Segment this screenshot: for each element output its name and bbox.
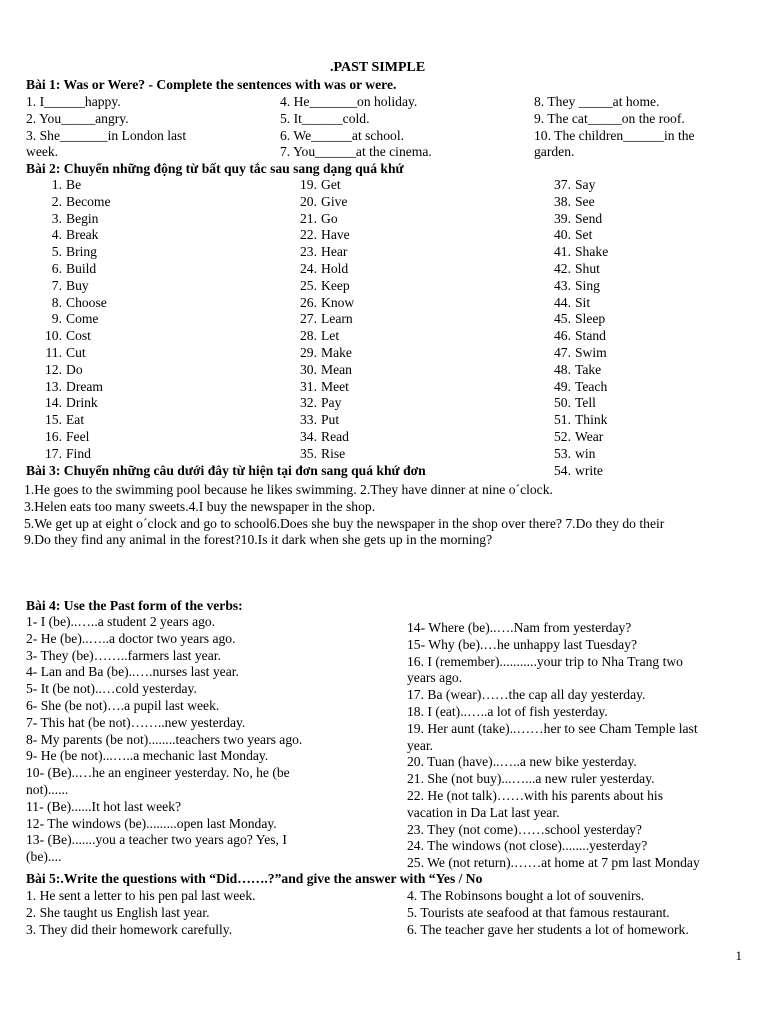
- verb-list-item: [295, 311, 354, 328]
- verb-list-item: [295, 278, 354, 295]
- exercise-3-line: 5.We get up at eight o´clock and go to school6.Does she buy the newspaper in the shop over there? 7.Do they do their: [24, 515, 665, 531]
- verb-number: 12.: [45, 361, 62, 377]
- verb-word: Feel: [66, 428, 90, 444]
- exercise-5-item: 5. Tourists ate seafood at that famous restaurant.: [407, 904, 670, 920]
- verb-word: Give: [321, 193, 348, 209]
- verb-list-item: [40, 379, 111, 396]
- verb-number: 31.: [300, 378, 317, 394]
- verb-number: 5.: [51, 244, 62, 260]
- exercise-3-sentences: [24, 482, 768, 549]
- exercise-3-line: 1.He goes to the swimming pool because he likes swimming. 2.They have dinner at nine o´clock.: [24, 482, 553, 497]
- verb-word: Bring: [66, 244, 97, 260]
- verb-word: Say: [575, 177, 596, 192]
- verb-list-item: [40, 429, 111, 446]
- verb-list-item: [549, 429, 608, 446]
- exercise-2-heading: Bài 2: Chuyển những động từ bất quy tắc sau sang dạng quá khứ: [26, 161, 404, 176]
- exercise-4-item: 23. They (not come)……school yesterday?: [407, 821, 642, 837]
- exercise-5-heading: Bài 5:.Write the questions with “Did…….?”and give the answer with “Yes / No: [26, 871, 483, 886]
- verb-word: Read: [321, 428, 349, 444]
- verb-word: win: [575, 445, 596, 461]
- exercise-1-item: 8. They _____at home.: [534, 94, 660, 109]
- verb-word: Keep: [321, 277, 350, 293]
- exercise-5-item: 6. The teacher gave her students a lot of homework.: [407, 921, 689, 937]
- verb-number: 53.: [554, 445, 571, 461]
- verb-list-item: [549, 244, 608, 261]
- verb-list-column-2: [295, 177, 354, 463]
- verb-list-item: [40, 261, 111, 278]
- verb-list-item: [40, 412, 111, 429]
- verb-number: 13.: [45, 378, 62, 394]
- verb-word: Come: [66, 311, 99, 327]
- exercise-5-left-column: [26, 888, 256, 938]
- exercise-4-item: year.: [407, 737, 434, 753]
- verb-list-item: [295, 328, 354, 345]
- verb-list-item: [549, 463, 608, 480]
- exercise-1-item: 7. You______at the cinema.: [280, 144, 432, 160]
- exercise-4-item: 12- The windows (be).........open last Monday.: [26, 815, 277, 831]
- verb-number: 45.: [554, 311, 571, 327]
- verb-word: Shake: [575, 244, 609, 260]
- exercise-4-item: 24. The windows (not close)........yesterday?: [407, 838, 648, 854]
- exercise-4-item: 6- She (be not)….a pupil last week.: [26, 697, 220, 713]
- verb-list-column-3: [549, 177, 608, 479]
- exercise-4-item: 19. Her aunt (take)..……her to see Cham Temple last: [407, 720, 698, 736]
- verb-word: Begin: [66, 210, 99, 226]
- exercise-4-item: 20. Tuan (have)..…..a new bike yesterday.: [407, 754, 637, 770]
- verb-word: Become: [66, 193, 111, 209]
- verb-list-item: [549, 328, 608, 345]
- verb-number: 42.: [554, 260, 571, 276]
- verb-list-column-1: [40, 177, 111, 463]
- verb-number: 8.: [51, 294, 62, 310]
- verb-word: Put: [321, 412, 340, 428]
- verb-number: 44.: [554, 294, 571, 310]
- exercise-1-item: 10. The children______in the: [534, 127, 695, 143]
- exercise-4-item: 13- (Be).......you a teacher two years ago? Yes, I: [26, 832, 287, 848]
- verb-word: Sit: [575, 294, 591, 310]
- exercise-4-item: 16. I (remember)...........your trip to Nha Trang two: [407, 653, 683, 669]
- verb-list-item: [40, 311, 111, 328]
- verb-word: See: [575, 193, 595, 209]
- exercise-4-item: 22. He (not talk)……with his parents about his: [407, 787, 663, 803]
- verb-number: 47.: [554, 344, 571, 360]
- exercise-4-item: 25. We (not return).……at home at 7 pm last Monday: [407, 855, 700, 871]
- verb-word: Send: [575, 210, 603, 226]
- verb-word: Know: [321, 294, 355, 310]
- exercise-4-item: 21. She (not buy)...…...a new ruler yesterday.: [407, 771, 655, 787]
- verb-list-item: [40, 295, 111, 312]
- exercise-1-item: 6. We______at school.: [280, 127, 405, 143]
- verb-number: 24.: [300, 260, 317, 276]
- verb-number: 35.: [300, 445, 317, 461]
- verb-list-item: [40, 244, 111, 261]
- verb-word: Get: [321, 177, 341, 192]
- verb-list-item: [295, 261, 354, 278]
- verb-word: Swim: [575, 344, 607, 360]
- verb-word: Eat: [66, 412, 85, 428]
- verb-number: 33.: [300, 412, 317, 428]
- exercise-4-heading: Bài 4: Use the Past form of the verbs:: [26, 598, 243, 613]
- exercise-1-item: 2. You_____angry.: [26, 110, 129, 126]
- verb-list-item: [549, 261, 608, 278]
- verb-number: 15.: [45, 412, 62, 428]
- verb-list-item: [40, 211, 111, 228]
- exercise-4-item: years ago.: [407, 670, 463, 686]
- verb-list-item: [549, 412, 608, 429]
- verb-number: 21.: [300, 210, 317, 226]
- verb-number: 40.: [554, 227, 571, 243]
- verb-number: 39.: [554, 210, 571, 226]
- verb-list-item: [549, 295, 608, 312]
- exercise-5-item: 1. He sent a letter to his pen pal last week.: [26, 888, 256, 903]
- verb-number: 23.: [300, 244, 317, 260]
- verb-list-item: [40, 227, 111, 244]
- verb-number: 28.: [300, 328, 317, 344]
- verb-list-item: [40, 278, 111, 295]
- verb-list-item: [295, 211, 354, 228]
- verb-list-item: [295, 379, 354, 396]
- exercise-4-item: 10- (Be)..…he an engineer yesterday. No, he (be: [26, 765, 290, 781]
- page-number: 1: [735, 948, 742, 963]
- verb-number: 48.: [554, 361, 571, 377]
- exercise-4-left-column: [26, 614, 302, 866]
- verb-number: 41.: [554, 244, 571, 260]
- exercise-1-column-1: [26, 94, 186, 161]
- verb-list-item: [549, 446, 608, 463]
- exercise-3-line: 3.Helen eats too many sweets.4.I buy the newspaper in the shop.: [24, 498, 376, 514]
- verb-number: 17.: [45, 445, 62, 461]
- exercise-4-item: 5- It (be not)..…cold yesterday.: [26, 681, 197, 697]
- verb-list-item: [549, 278, 608, 295]
- verb-number: 3.: [51, 210, 62, 226]
- verb-list-item: [295, 295, 354, 312]
- exercise-4-item: 17. Ba (wear)……the cap all day yesterday.: [407, 687, 646, 703]
- verb-list-item: [549, 227, 608, 244]
- verb-word: Sleep: [575, 311, 606, 327]
- exercise-1-item: 1. I______happy.: [26, 94, 121, 109]
- exercise-1-column-3: [534, 94, 695, 161]
- verb-word: Mean: [321, 361, 352, 377]
- verb-word: Drink: [66, 395, 98, 411]
- exercise-1-item: 5. It______cold.: [280, 110, 370, 126]
- verb-word: Buy: [66, 277, 89, 293]
- verb-word: Think: [575, 412, 608, 428]
- verb-list-item: [549, 177, 608, 194]
- verb-word: Hear: [321, 244, 348, 260]
- exercise-4-item: (be)....: [26, 849, 62, 865]
- exercise-1-item: week.: [26, 144, 59, 160]
- verb-list-item: [549, 379, 608, 396]
- exercise-1-item: garden.: [534, 144, 575, 160]
- verb-word: Dream: [66, 378, 103, 394]
- verb-list-item: [549, 362, 608, 379]
- exercise-5-item: 2. She taught us English last year.: [26, 904, 210, 920]
- exercise-4-item: 15- Why (be).…he unhappy last Tuesday?: [407, 636, 638, 652]
- exercise-4-item: 1- I (be)..…..a student 2 years ago.: [26, 614, 216, 629]
- verb-list-item: [40, 395, 111, 412]
- verb-word: Break: [66, 227, 99, 243]
- exercise-4-item: 14- Where (be)..….Nam from yesterday?: [407, 620, 632, 635]
- verb-number: 4.: [51, 227, 62, 243]
- verb-word: Stand: [575, 328, 606, 344]
- exercise-5-item: 3. They did their homework carefully.: [26, 921, 233, 937]
- exercise-4-item: 8- My parents (be not)........teachers two years ago.: [26, 731, 303, 747]
- exercise-5-right-column: [407, 888, 689, 938]
- verb-word: Cut: [66, 344, 86, 360]
- verb-number: 38.: [554, 193, 571, 209]
- verb-list-item: [295, 446, 354, 463]
- verb-list-item: [40, 345, 111, 362]
- exercise-4-right-column: [407, 620, 700, 872]
- verb-number: 6.: [51, 260, 62, 276]
- verb-list-item: [295, 244, 354, 261]
- verb-word: Teach: [575, 378, 608, 394]
- verb-number: 27.: [300, 311, 317, 327]
- exercise-1-heading: Bài 1: Was or Were? - Complete the sentences with was or were.: [26, 77, 397, 92]
- verb-word: Meet: [321, 378, 349, 394]
- verb-number: 46.: [554, 328, 571, 344]
- verb-list-item: [295, 395, 354, 412]
- verb-word: Find: [66, 445, 91, 461]
- verb-word: Be: [66, 177, 82, 192]
- verb-word: Take: [575, 361, 602, 377]
- verb-number: 20.: [300, 193, 317, 209]
- verb-list-item: [40, 362, 111, 379]
- verb-number: 10.: [45, 328, 62, 344]
- exercise-4-item: 3- They (be)……..farmers last year.: [26, 647, 221, 663]
- verb-list-item: [295, 177, 354, 194]
- verb-number: 7.: [51, 277, 62, 293]
- verb-number: 50.: [554, 395, 571, 411]
- verb-number: 37.: [554, 177, 571, 192]
- verb-number: 51.: [554, 412, 571, 428]
- verb-word: Learn: [321, 311, 353, 327]
- exercise-1-column-2: [280, 94, 432, 161]
- verb-number: 30.: [300, 361, 317, 377]
- verb-word: Choose: [66, 294, 107, 310]
- verb-word: Go: [321, 210, 338, 226]
- verb-word: Wear: [575, 428, 604, 444]
- verb-list-item: [549, 211, 608, 228]
- exercise-4-item: 4- Lan and Ba (be)..….nurses last year.: [26, 664, 239, 680]
- exercise-1-item: 4. He_______on holiday.: [280, 94, 418, 109]
- verb-word: Rise: [321, 445, 346, 461]
- exercise-3-line: 9.Do they find any animal in the forest?10.Is it dark when she gets up in the morning?: [24, 532, 493, 548]
- verb-list-item: [295, 194, 354, 211]
- verb-list-item: [295, 345, 354, 362]
- verb-number: 16.: [45, 428, 62, 444]
- verb-number: 29.: [300, 344, 317, 360]
- verb-word: Set: [575, 227, 593, 243]
- verb-number: 9.: [51, 311, 62, 327]
- verb-word: Shut: [575, 260, 600, 276]
- verb-number: 19.: [300, 177, 317, 192]
- verb-number: 14.: [45, 395, 62, 411]
- verb-number: 34.: [300, 428, 317, 444]
- exercise-5-item: 4. The Robinsons bought a lot of souvenirs.: [407, 888, 645, 903]
- exercise-4-item: not)......: [26, 781, 69, 797]
- exercise-1-item: 3. She_______in London last: [26, 127, 187, 143]
- verb-list-item: [549, 345, 608, 362]
- verb-number: 32.: [300, 395, 317, 411]
- verb-list-item: [295, 227, 354, 244]
- verb-number: 22.: [300, 227, 317, 243]
- exercise-4-item: 7- This hat (be not)……..new yesterday.: [26, 714, 246, 730]
- verb-list-item: [549, 311, 608, 328]
- verb-list-item: [40, 177, 111, 194]
- verb-word: Cost: [66, 328, 91, 344]
- verb-word: Hold: [321, 260, 349, 276]
- exercise-3-heading: Bài 3: Chuyển những câu dưới đây từ hiện tại đơn sang quá khứ đơn: [26, 463, 426, 478]
- verb-number: 25.: [300, 277, 317, 293]
- verb-list-item: [40, 446, 111, 463]
- exercise-1-item: 9. The cat_____on the roof.: [534, 110, 685, 126]
- exercise-4-item: 11- (Be)......It hot last week?: [26, 798, 182, 814]
- verb-number: 11.: [45, 344, 62, 360]
- exercise-4-item: 18. I (eat)..…..a lot of fish yesterday.: [407, 703, 608, 719]
- verb-number: 49.: [554, 378, 571, 394]
- page-title: .PAST SIMPLE: [330, 60, 426, 75]
- verb-word: Pay: [321, 395, 342, 411]
- verb-number: 43.: [554, 277, 571, 293]
- verb-list-item: [549, 194, 608, 211]
- verb-word: Do: [66, 361, 83, 377]
- exercise-4-item: 9- He (be not)...…..a mechanic last Monday.: [26, 748, 269, 764]
- verb-number: 2.: [51, 193, 62, 209]
- verb-list-item: [549, 395, 608, 412]
- exercise-4-item: 2- He (be)..…..a doctor two years ago.: [26, 630, 236, 646]
- verb-number: 54.: [554, 462, 571, 478]
- verb-word: Build: [66, 260, 97, 276]
- exercise-4-item: vacation in Da Lat last year.: [407, 804, 560, 820]
- verb-word: Tell: [575, 395, 596, 411]
- verb-word: Sing: [575, 277, 600, 293]
- verb-word: Let: [321, 328, 340, 344]
- verb-number: 52.: [554, 428, 571, 444]
- verb-list-item: [40, 328, 111, 345]
- verb-word: Make: [321, 344, 352, 360]
- verb-number: 26.: [300, 294, 317, 310]
- verb-list-item: [40, 194, 111, 211]
- verb-list-item: [295, 429, 354, 446]
- verb-list-item: [295, 362, 354, 379]
- verb-list-item: [295, 412, 354, 429]
- verb-word: write: [575, 462, 603, 478]
- verb-word: Have: [321, 227, 350, 243]
- verb-number: 1.: [51, 177, 62, 192]
